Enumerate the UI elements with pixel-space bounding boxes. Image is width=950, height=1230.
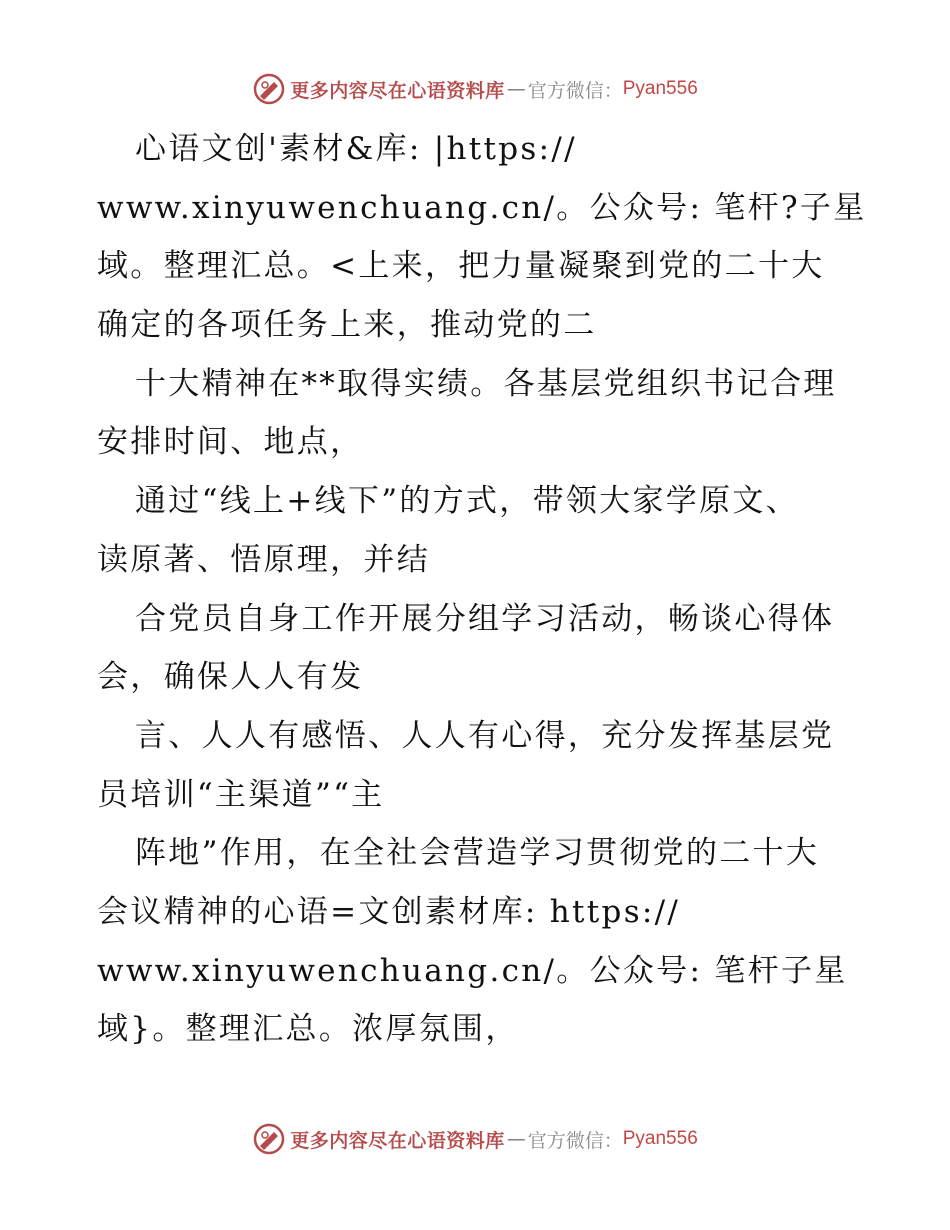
document-line: www.xinyuwenchuang.cn/。公众号: 笔杆子星 <box>97 952 848 989</box>
brand-logo-icon <box>252 1122 286 1156</box>
document-line: 读原著、悟原理，并结 <box>97 541 430 578</box>
watermark-brand: 更多内容尽在心语资料库 <box>290 79 505 102</box>
watermark-dash: — <box>506 78 526 100</box>
document-line: 安排时间、地点， <box>97 424 364 461</box>
brand-logo-icon <box>252 72 286 106</box>
document-line: 阵地”作用，在全社会营造学习贯彻党的二十大 <box>135 835 820 872</box>
header-watermark <box>0 72 950 106</box>
watermark-brand: 更多内容尽在心语资料库 <box>290 1129 505 1152</box>
watermark-official-label: 官方微信： <box>527 1129 623 1152</box>
document-line: 会，确保人人有发 <box>97 659 364 696</box>
document-line: 域}。整理汇总。浓厚氛围， <box>97 1011 519 1048</box>
document-line: 合党员自身工作开展分组学习活动，畅谈心得体 <box>135 600 835 637</box>
document-line: 通过“线上+线下”的方式，带领大家学原文、 <box>135 483 799 520</box>
watermark-wechat-id: Pyan556 <box>622 78 698 99</box>
document-line: 确定的各项任务上来，推动党的二 <box>97 307 597 344</box>
watermark-wechat-id: Pyan556 <box>622 1128 698 1149</box>
document-body <box>97 120 897 1059</box>
document-line: 员培训“主渠道”“主 <box>97 776 385 813</box>
document-line: 言、人人有感悟、人人有心得，充分发挥基层党 <box>135 717 835 754</box>
watermark-official-label: 官方微信： <box>527 79 623 102</box>
document-line: 会议精神的心语=文创素材库: https:// <box>97 893 681 930</box>
footer-watermark <box>0 1122 950 1156</box>
document-line: 十大精神在**取得实绩。各基层党组织书记合理 <box>135 365 837 402</box>
document-line: 域。整理汇总。<上来，把力量凝聚到党的二十大 <box>97 248 825 285</box>
watermark-dash: — <box>506 1128 526 1150</box>
document-line: www.xinyuwenchuang.cn/。公众号: 笔杆?子星 <box>97 189 867 226</box>
document-line: 心语文创'素材&库: |https:// <box>135 131 577 167</box>
